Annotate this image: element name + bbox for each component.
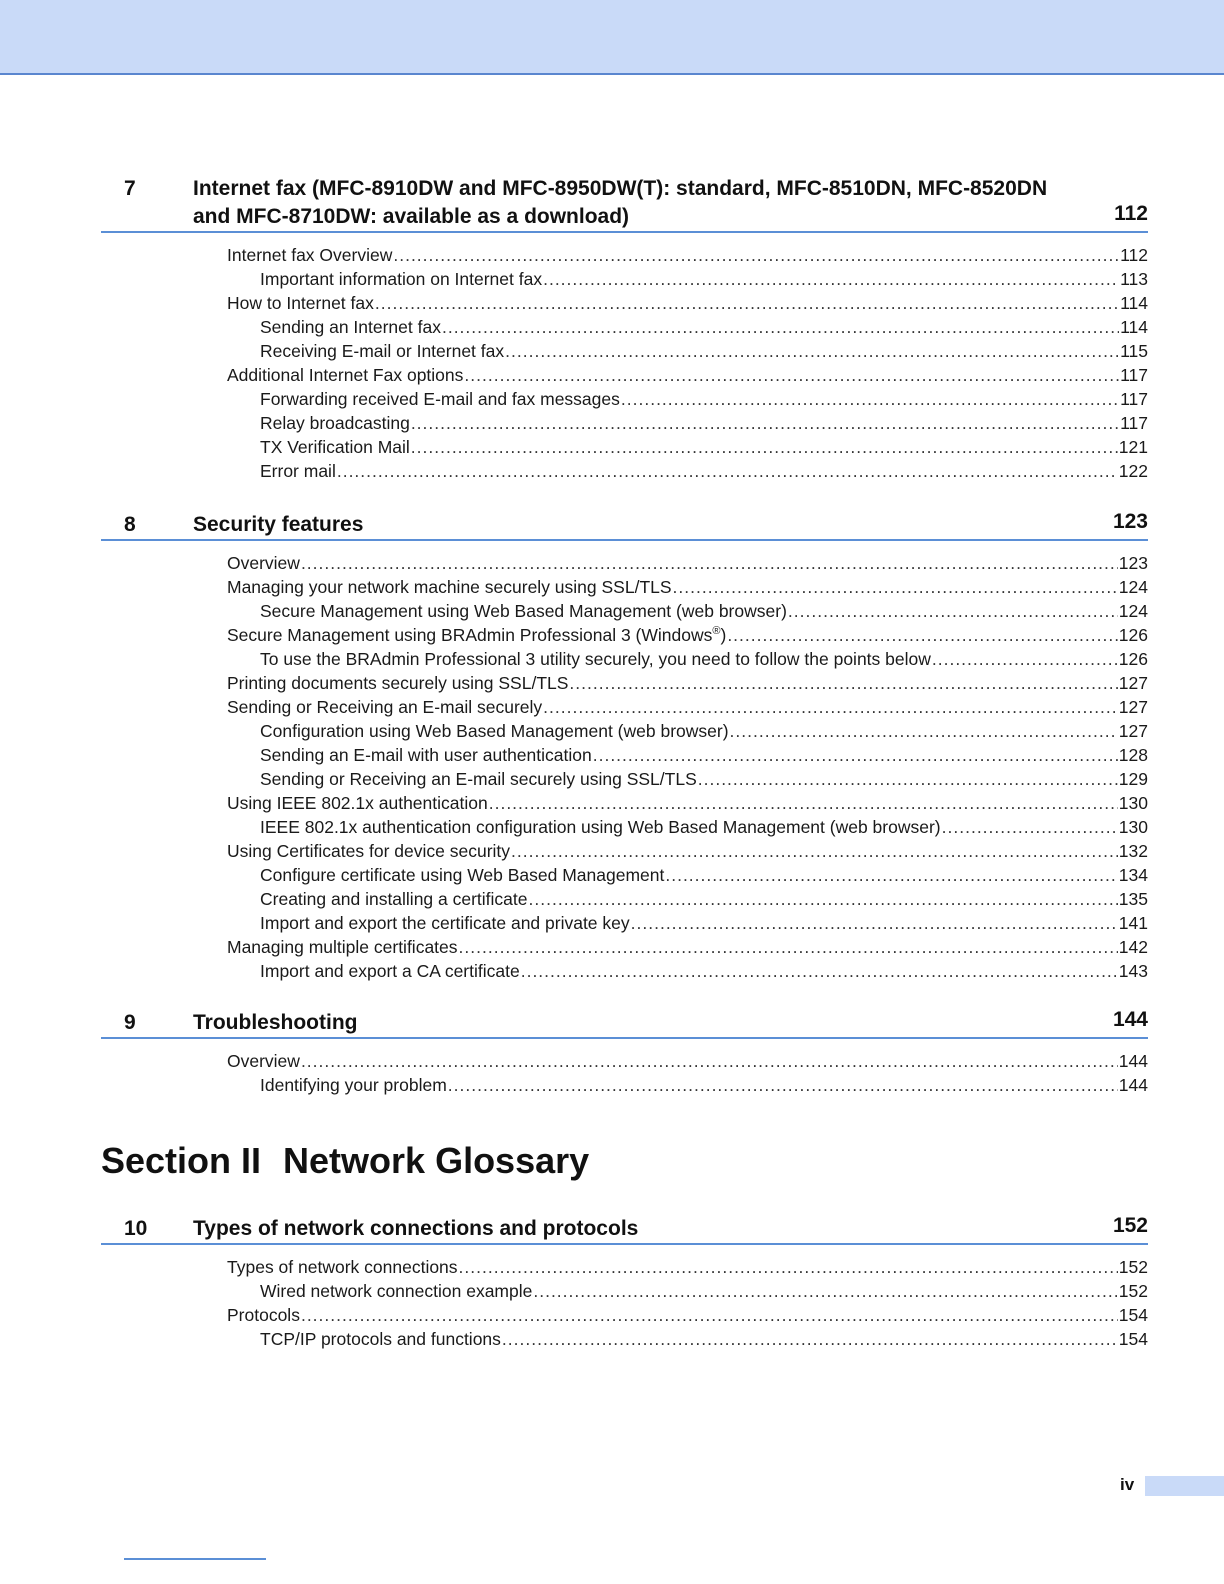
- dot-leader: [459, 1255, 1118, 1279]
- toc-entry[interactable]: [101, 599, 1148, 623]
- dot-leader: [337, 459, 1118, 483]
- dot-leader: [569, 671, 1117, 695]
- toc-entry-title-text: Configuration using Web Based Management (web browser): [260, 721, 729, 741]
- toc-entry-page: 152: [1118, 1281, 1148, 1301]
- toc-entry-title-text: Creating and installing a certificate: [260, 889, 528, 909]
- toc-entry-title-text: Forwarding received E-mail and fax messages: [260, 389, 620, 409]
- dot-leader: [411, 435, 1118, 459]
- chapter-number: 7: [124, 177, 136, 200]
- page-number: iv: [1120, 1475, 1135, 1494]
- toc-entry-page: 117: [1120, 413, 1148, 433]
- dot-leader: [464, 363, 1119, 387]
- toc-entry-title-text: Using Certificates for device security: [227, 841, 511, 861]
- dot-leader: [788, 599, 1118, 623]
- toc-entry-title-text: Secure Management using Web Based Management (web browser): [260, 601, 787, 621]
- chapter-heading[interactable]: [101, 1215, 1148, 1245]
- toc-entry-page: 154: [1118, 1329, 1148, 1349]
- toc-entry-title: [227, 1049, 300, 1073]
- toc-entry-page: 144: [1118, 1075, 1148, 1095]
- toc-entry-page: 128: [1118, 745, 1148, 765]
- toc-entry-page: 126: [1118, 649, 1148, 669]
- toc-chapter-9: [101, 1009, 1148, 1097]
- dot-leader: [459, 935, 1118, 959]
- toc-entry-title: [260, 459, 336, 483]
- toc-entry-title-text: Overview: [227, 553, 300, 573]
- section-label: Section II: [101, 1140, 262, 1181]
- chapter-page: 123: [1112, 510, 1148, 533]
- toc-entry[interactable]: [101, 695, 1148, 719]
- toc-entry-title-text: Identifying your problem: [260, 1075, 447, 1095]
- toc-entry-title: [260, 863, 664, 887]
- toc-entry-page: 117: [1120, 365, 1148, 385]
- toc-entry-page: 127: [1118, 673, 1148, 693]
- registered-mark: ®: [712, 625, 721, 638]
- dot-leader: [543, 267, 1119, 291]
- chapter-heading[interactable]: [101, 511, 1148, 541]
- toc-entry-title-text: Error mail: [260, 461, 336, 481]
- toc-entry-page: 114: [1120, 293, 1148, 313]
- toc-entry-title: [260, 1279, 532, 1303]
- toc-entry-title-text: Additional Internet Fax options: [227, 365, 464, 385]
- toc-entry[interactable]: [101, 435, 1148, 459]
- chapter-number: 10: [124, 1217, 148, 1240]
- toc-entry-page: 114: [1120, 317, 1148, 337]
- toc-entry-page: 121: [1118, 437, 1148, 457]
- dot-leader: [301, 551, 1118, 575]
- toc-entry-title-text: Important information on Internet fax: [260, 269, 543, 289]
- toc-entry-title: [260, 387, 620, 411]
- toc-entry-title-text: Import and export a CA certificate: [260, 961, 520, 981]
- toc-entry-page: 117: [1120, 389, 1148, 409]
- toc-entry-title: [260, 815, 941, 839]
- toc-chapter-10: [101, 1215, 1148, 1351]
- toc-entry-page: 134: [1118, 865, 1148, 885]
- toc-entry[interactable]: [101, 671, 1148, 695]
- toc-entry-title: [227, 363, 463, 387]
- toc-entry-page: 124: [1118, 601, 1148, 621]
- toc-entry-title: [260, 315, 441, 339]
- chapter-number: 8: [124, 513, 136, 536]
- toc-entry-title: [227, 935, 458, 959]
- toc-entry-title-text: Types of network connections: [227, 1257, 458, 1277]
- toc-entry[interactable]: [101, 791, 1148, 815]
- toc-entry-title-text: Relay broadcasting: [260, 413, 410, 433]
- toc-entry[interactable]: [101, 1279, 1148, 1303]
- dot-leader: [375, 291, 1119, 315]
- chapter-title: Troubleshooting: [193, 1011, 358, 1034]
- toc-entries: [101, 243, 1148, 483]
- section-title: Network Glossary: [283, 1140, 590, 1181]
- toc-entry[interactable]: [101, 243, 1148, 267]
- toc-entry-title-text: Managing multiple certificates: [227, 937, 458, 957]
- toc-entry-title: [260, 647, 931, 671]
- toc-entry-page: 124: [1118, 577, 1148, 597]
- toc-entry-title-text: Protocols: [227, 1305, 300, 1325]
- toc-entry-page: 130: [1118, 793, 1148, 813]
- toc-entry-page: 132: [1118, 841, 1148, 861]
- toc-entry[interactable]: [101, 863, 1148, 887]
- toc-entry-title: [260, 267, 542, 291]
- toc-entry[interactable]: [101, 1073, 1148, 1097]
- toc-entry[interactable]: [101, 387, 1148, 411]
- dot-leader: [932, 647, 1118, 671]
- toc-entry-title: [260, 959, 520, 983]
- toc-entry[interactable]: [101, 623, 1148, 647]
- toc-entry-title-text: Import and export the certificate and private key: [260, 913, 630, 933]
- toc-entry[interactable]: [101, 767, 1148, 791]
- toc-entry[interactable]: [101, 719, 1148, 743]
- dot-leader: [448, 1073, 1118, 1097]
- dot-leader: [301, 1049, 1118, 1073]
- toc-entries: [101, 1255, 1148, 1351]
- toc-entry-title-text: TCP/IP protocols and functions: [260, 1329, 501, 1349]
- toc-entry-page: 144: [1118, 1051, 1148, 1071]
- toc-entry-page: 142: [1118, 937, 1148, 957]
- toc-entry-title: [260, 1327, 501, 1351]
- toc-entry[interactable]: [101, 551, 1148, 575]
- chapter-page: 152: [1112, 1214, 1148, 1237]
- toc-entry-title-text: Printing documents securely using SSL/TLS: [227, 673, 569, 693]
- dot-leader: [533, 1279, 1117, 1303]
- toc-entry-title-text: Sending or Receiving an E-mail securely: [227, 697, 543, 717]
- toc-entry-page: 115: [1120, 341, 1148, 361]
- dot-leader: [393, 243, 1119, 267]
- toc-entry-page: 154: [1118, 1305, 1148, 1325]
- toc-entry[interactable]: [101, 1049, 1148, 1073]
- toc-entry[interactable]: [101, 291, 1148, 315]
- toc-entry-title-text: Wired network connection example: [260, 1281, 533, 1301]
- toc-entry[interactable]: [101, 267, 1148, 291]
- toc-entry-title-text: IEEE 802.1x authentication configuration using Web Based Management (web browser): [260, 817, 941, 837]
- dot-leader: [593, 743, 1118, 767]
- toc-entry-title-text: Overview: [227, 1051, 300, 1071]
- chapter-page: 144: [1112, 1008, 1148, 1031]
- toc-entry[interactable]: [101, 339, 1148, 363]
- toc-entry[interactable]: [101, 959, 1148, 983]
- toc-chapter-7: [101, 175, 1148, 483]
- toc-entry-page: 143: [1118, 961, 1148, 981]
- toc-entry-title-text: Configure certificate using Web Based Management: [260, 865, 665, 885]
- chapter-title: Types of network connections and protocols: [193, 1217, 639, 1240]
- chapter-title: Security features: [193, 513, 364, 536]
- toc-entry-title-text: Secure Management using BRAdmin Professional 3 (Windows: [227, 625, 713, 645]
- toc-entry-title: [227, 791, 488, 815]
- chapter-heading[interactable]: [101, 1009, 1148, 1039]
- toc-entry[interactable]: [101, 1327, 1148, 1351]
- toc-entry-page: 112: [1120, 245, 1148, 265]
- toc-entry-title: [227, 1255, 458, 1279]
- toc-entry-page: 135: [1118, 889, 1148, 909]
- toc-entry-title: [260, 1073, 447, 1097]
- toc-entry-page: 129: [1118, 769, 1148, 789]
- toc-entry-title: [227, 623, 726, 647]
- dot-leader: [698, 767, 1118, 791]
- dot-leader: [673, 575, 1118, 599]
- toc-chapter-8: [101, 511, 1148, 983]
- toc-entry-title: [260, 887, 528, 911]
- toc-entry-title: [227, 551, 300, 575]
- toc-entry-title: [227, 839, 510, 863]
- toc-entry-title-suffix: ): [720, 625, 727, 645]
- toc-entry-title-text: How to Internet fax: [227, 293, 374, 313]
- page-header-band: [0, 0, 1224, 75]
- toc-entry[interactable]: [101, 411, 1148, 435]
- dot-leader: [489, 791, 1118, 815]
- toc-entry-title: [227, 671, 568, 695]
- toc-entry-page: 122: [1118, 461, 1148, 481]
- chapter-title: Internet fax (MFC-8910DW and MFC-8950DW(T): standard, MFC-8510DN, MFC-8520DN and MFC-8710DW: available as a download): [193, 177, 1048, 228]
- toc-entry-page: 127: [1118, 721, 1148, 741]
- footer-rule: [124, 1558, 266, 1560]
- dot-leader: [529, 887, 1118, 911]
- dot-leader: [442, 315, 1119, 339]
- toc-entry[interactable]: [101, 911, 1148, 935]
- toc-entry[interactable]: [101, 315, 1148, 339]
- toc-entry[interactable]: [101, 839, 1148, 863]
- chapter-heading[interactable]: [101, 175, 1148, 233]
- toc-entry-page: 113: [1120, 269, 1148, 289]
- toc-entry-page: 127: [1118, 697, 1148, 717]
- dot-leader: [301, 1303, 1118, 1327]
- toc-entry-title-text: Using IEEE 802.1x authentication: [227, 793, 488, 813]
- toc-entry-title: [227, 1303, 300, 1327]
- toc-entry-title-text: Sending an E-mail with user authentication: [260, 745, 592, 765]
- dot-leader: [411, 411, 1119, 435]
- toc-entry[interactable]: [101, 647, 1148, 671]
- toc-entry[interactable]: [101, 887, 1148, 911]
- toc-entry-page: 141: [1118, 913, 1148, 933]
- toc-entry[interactable]: [101, 935, 1148, 959]
- dot-leader: [543, 695, 1118, 719]
- chapter-number: 9: [124, 1011, 136, 1034]
- toc-entry[interactable]: [101, 1303, 1148, 1327]
- toc-entry[interactable]: [101, 743, 1148, 767]
- chapter-page: 112: [1114, 202, 1148, 225]
- dot-leader: [505, 339, 1119, 363]
- toc-entry[interactable]: [101, 815, 1148, 839]
- toc-entry[interactable]: [101, 575, 1148, 599]
- dot-leader: [521, 959, 1118, 983]
- dot-leader: [511, 839, 1118, 863]
- toc-entry-page: 152: [1118, 1257, 1148, 1277]
- dot-leader: [665, 863, 1117, 887]
- section-heading: [101, 1138, 589, 1184]
- toc-entry[interactable]: [101, 459, 1148, 483]
- toc-entry-title: [260, 435, 410, 459]
- toc-entry-page: 123: [1118, 553, 1148, 573]
- toc-entry-title: [227, 291, 374, 315]
- toc-entry-title-text: Receiving E-mail or Internet fax: [260, 341, 505, 361]
- dot-leader: [621, 387, 1119, 411]
- toc-entry-title-text: TX Verification Mail: [260, 437, 410, 457]
- toc-entries: [101, 1049, 1148, 1097]
- toc-entry-page: 130: [1118, 817, 1148, 837]
- page-number-tab: [1145, 1476, 1224, 1496]
- toc-entries: [101, 551, 1148, 983]
- dot-leader: [631, 911, 1118, 935]
- dot-leader: [730, 719, 1118, 743]
- toc-entry-title: [260, 411, 410, 435]
- toc-entry-title: [260, 599, 787, 623]
- toc-entry-title: [227, 575, 672, 599]
- toc-entry-title: [227, 695, 542, 719]
- toc-entry[interactable]: [101, 1255, 1148, 1279]
- toc-entry-title-text: Sending or Receiving an E-mail securely using SSL/TLS: [260, 769, 697, 789]
- toc-entry-title-text: To use the BRAdmin Professional 3 utility securely, you need to follow the points below: [260, 649, 931, 669]
- toc-entry-page: 126: [1118, 625, 1148, 645]
- toc-entry[interactable]: [101, 363, 1148, 387]
- toc-entry-title-text: Managing your network machine securely using SSL/TLS: [227, 577, 672, 597]
- toc-entry-title: [260, 911, 630, 935]
- toc-entry-title: [260, 743, 592, 767]
- dot-leader: [502, 1327, 1118, 1351]
- toc-entry-title-text: Sending an Internet fax: [260, 317, 441, 337]
- dot-leader: [942, 815, 1118, 839]
- dot-leader: [727, 623, 1117, 647]
- toc-entry-title-text: Internet fax Overview: [227, 245, 393, 265]
- toc-entry-title: [260, 339, 504, 363]
- toc-entry-title: [227, 243, 392, 267]
- toc-entry-title: [260, 767, 697, 791]
- toc-entry-title: [260, 719, 729, 743]
